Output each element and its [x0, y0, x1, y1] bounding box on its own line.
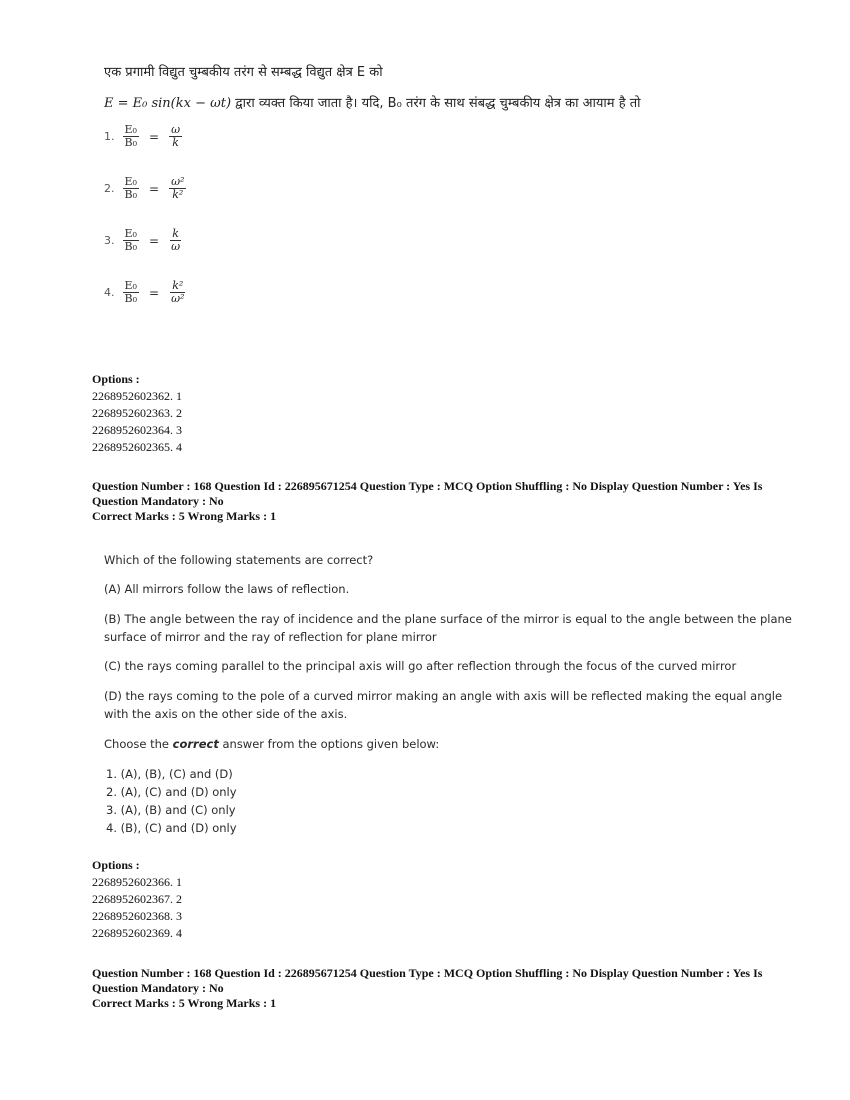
- q3-meta-line1: Question Number : 168 Question Id : 226895671254 Question Type : MCQ Option Shuffling : No Display Question Number : Yes Is: [92, 966, 763, 980]
- q2-correct-emphasis: correct: [172, 737, 219, 751]
- q1-option-3: 2268952602364. 3: [92, 423, 182, 437]
- q2-choice-4: 4. (B), (C) and (D) only: [106, 821, 237, 835]
- q1-option-2: 2268952602363. 2: [92, 406, 182, 420]
- q3-meta-line3: Correct Marks : 5 Wrong Marks : 1: [92, 996, 277, 1010]
- q2-options-list: [92, 874, 182, 942]
- q2-option-1: 2268952602366. 1: [92, 875, 182, 889]
- q2-options-label: Options :: [92, 858, 140, 872]
- q3-meta: [92, 966, 792, 1011]
- q1-choice-2: 2. $\frac{\text{E₀}}{\text{B₀}}$ = $\frac{\text{ω²}}{\text{k²}}$: [104, 175, 185, 202]
- q1-choice-4: 4. $\frac{\text{E₀}}{\text{B₀}}$ = $\frac{\text{k²}}{\text{ω²}}$: [104, 279, 185, 306]
- q1-expr-text: द्वारा व्यक्त किया जाता है। यदि, B₀ तरंग के साथ संबद्ध चुम्बकीय क्षेत्र का आयाम है तो: [235, 96, 641, 111]
- q2-meta-line1: Question Number : 168 Question Id : 226895671254 Question Type : MCQ Option Shuffling : No Display Question Number : Yes Is: [92, 479, 763, 493]
- q2-choice-1: 1. (A), (B), (C) and (D): [106, 767, 233, 781]
- q1-choice-1: 1. $\frac{\text{E₀}}{\text{B₀}}$ = $\frac{\omega}{k}$: [104, 123, 181, 150]
- q2-statement-a: (A) All mirrors follow the laws of reflection.: [104, 582, 350, 596]
- q1-option-4: 2268952602365. 4: [92, 440, 182, 454]
- q1-expr-formula: E = E₀ sin(kx − ωt): [104, 96, 232, 111]
- q2-choose-instruction: Choose the correct answer from the options given below:: [104, 737, 440, 751]
- q2-stem: Which of the following statements are correct?: [104, 553, 374, 567]
- q2-statement-c: (C) the rays coming parallel to the principal axis will go after reflection through the focus of the curved mirror: [104, 659, 737, 673]
- q1-options-list: [92, 388, 182, 456]
- q1-options-label: Options :: [92, 372, 140, 386]
- q3-meta-line2: Question Mandatory : No: [92, 981, 224, 995]
- q2-statement-d: (D) the rays coming to the pole of a curved mirror making an angle with axis will be reflected making the equal angle with the axis on the other side of the axis.: [104, 689, 783, 721]
- q2-option-3: 2268952602368. 3: [92, 909, 182, 923]
- q1-choice-3: 3. $\frac{\text{E₀}}{\text{B₀}}$ = $\frac{k}{\omega}$: [104, 227, 181, 254]
- q1-option-1: 2268952602362. 1: [92, 389, 182, 403]
- q2-statement-b: (B) The angle between the ray of incidence and the plane surface of the mirror is equal to the angle between the plane surface of mirror and the ray of reflection for plane mirror: [104, 612, 792, 644]
- q2-meta-line3: Correct Marks : 5 Wrong Marks : 1: [92, 509, 277, 523]
- q2-choice-2: 2. (A), (C) and (D) only: [106, 785, 237, 799]
- q1-expression: [104, 93, 641, 111]
- q2-option-4: 2268952602369. 4: [92, 926, 182, 940]
- q2-choices: [106, 765, 237, 837]
- q1-intro: एक प्रगामी विद्युत चुम्बकीय तरंग से सम्बद्ध विद्युत क्षेत्र E को: [104, 65, 383, 80]
- q2-meta-line2: Question Mandatory : No: [92, 494, 224, 508]
- q2-meta: [92, 479, 792, 524]
- q2-choice-3: 3. (A), (B) and (C) only: [106, 803, 236, 817]
- q2-option-2: 2268952602367. 2: [92, 892, 182, 906]
